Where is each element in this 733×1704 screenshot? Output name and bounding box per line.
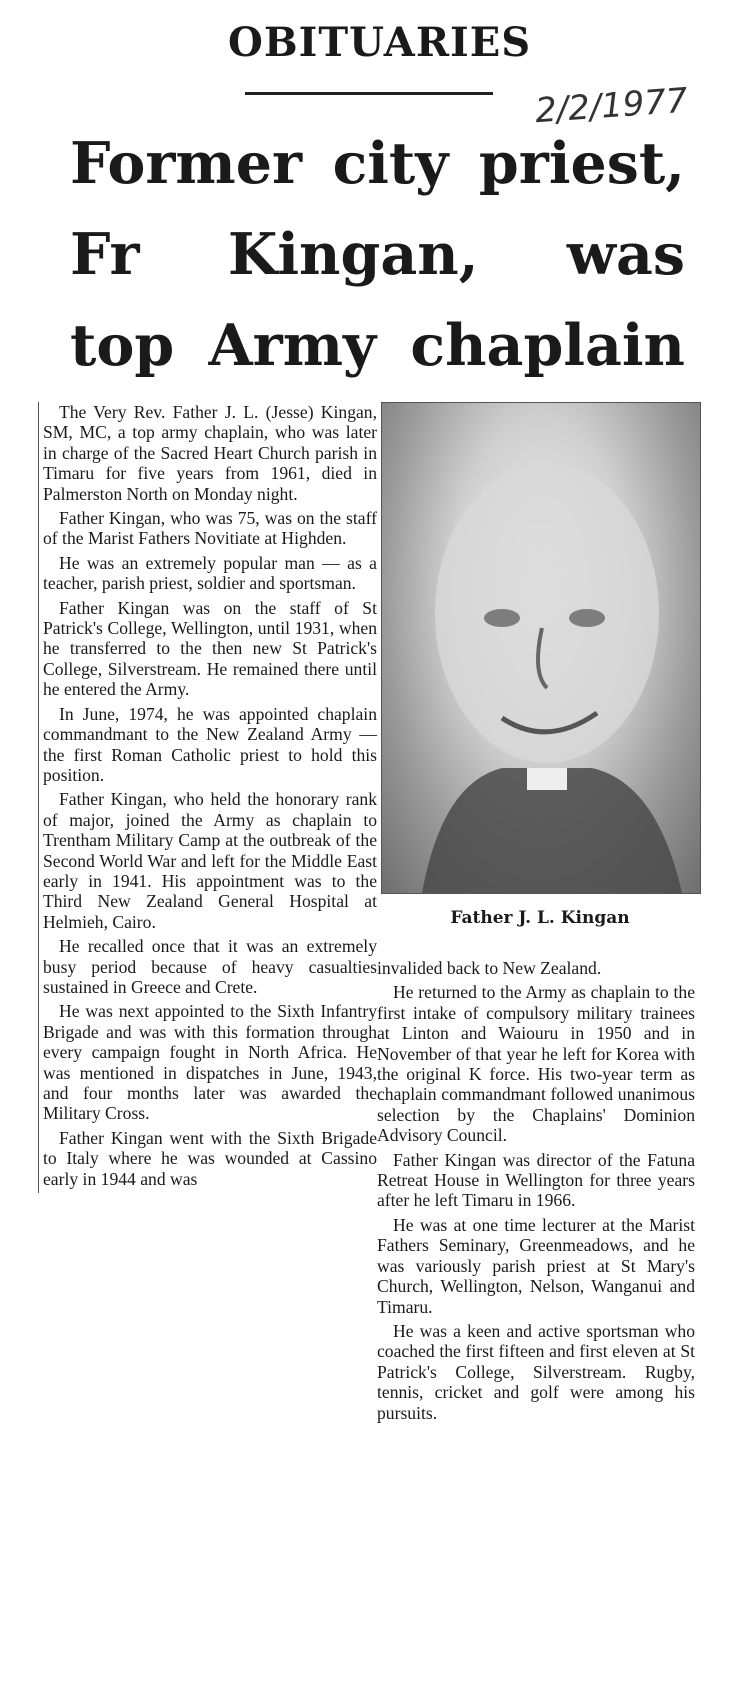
paragraph: Father Kingan was director of the Fatuna Retreat House in Wellington for three years after he left Timaru in 1966. [377,1149,695,1211]
article-column-1 [38,402,377,1193]
paragraph: He was a keen and active sportsman who coached the first fifteen and first eleven at St Patrick's College, Silverstream. Rugby, tennis, cricket and golf were among his pursuits. [377,1320,695,1423]
article-column-2 [377,958,695,1427]
paragraph: He returned to the Army as chaplain to the first intake of compulsory military trainees at Linton and Waiouru in 1950 and in November of that year he left for Korea with the original K force. His two-year term as chaplain commandmant followed unanimous selection by the Chaplains' Dominion Advisory Council. [377,982,695,1146]
headline-line-1: Former city priest, [70,130,685,197]
paragraph: The Very Rev. Father J. L. (Jesse) Kingan, SM, MC, a top army chaplain, who was later in charge of the Sacred Heart Church parish in Timaru for five years from 1961, died in Palmerston North on Monday night. [43,402,377,504]
headline [70,118,685,391]
portrait-photo [381,402,701,894]
section-title: OBITUARIES [228,19,532,66]
headline-line-3: top Army chaplain [70,312,685,379]
paragraph: In June, 1974, he was appointed chaplain commandmant to the New Zealand Army — the first Roman Catholic priest to hold this position. [43,703,377,785]
paragraph: He recalled once that it was an extremely busy period because of heavy casualties sustained in Greece and Crete. [43,936,377,997]
section-underline [245,92,493,95]
portrait-illustration [382,403,700,893]
paragraph: invalided back to New Zealand. [377,958,602,978]
paragraph: He was at one time lecturer at the Marist Fathers Seminary, Greenmeadows, and he was variously parish priest at St Mary's Church, Wellington, Nelson, Wanganui and Timaru. [377,1214,695,1317]
headline-line-2: Fr Kingan, was [70,221,685,288]
paragraph: Father Kingan was on the staff of St Patrick's College, Wellington, until 1931, when he transferred to the then new St Patrick's College, Silverstream. He remained there until he entered the Army. [43,597,377,700]
paragraph: Father Kingan, who held the honorary rank of major, joined the Army as chaplain to Trentham Military Camp at the outbreak of the Second World War and left for the Middle East early in 1941. His appointment was to the Third New Zealand General Hospital at Helmieh, Cairo. [43,789,377,932]
photo-caption: Father J. L. Kingan [450,908,630,928]
paragraph: Father Kingan, who was 75, was on the staff of the Marist Fathers Novitiate at Highden. [43,508,377,549]
paragraph: Father Kingan went with the Sixth Brigade to Italy where he was wounded at Cassino early in 1944 and was [43,1127,377,1189]
paragraph: He was next appointed to the Sixth Infantry Brigade and was with this formation through every campaign fought in North Africa. He was mentioned in dispatches in June, 1943, and four months later was awarded the Military Cross. [43,1001,377,1124]
handwritten-date: 2/2/1977 [533,80,689,132]
paragraph: He was an extremely popular man — as a teacher, parish priest, soldier and sportsman. [43,552,377,594]
